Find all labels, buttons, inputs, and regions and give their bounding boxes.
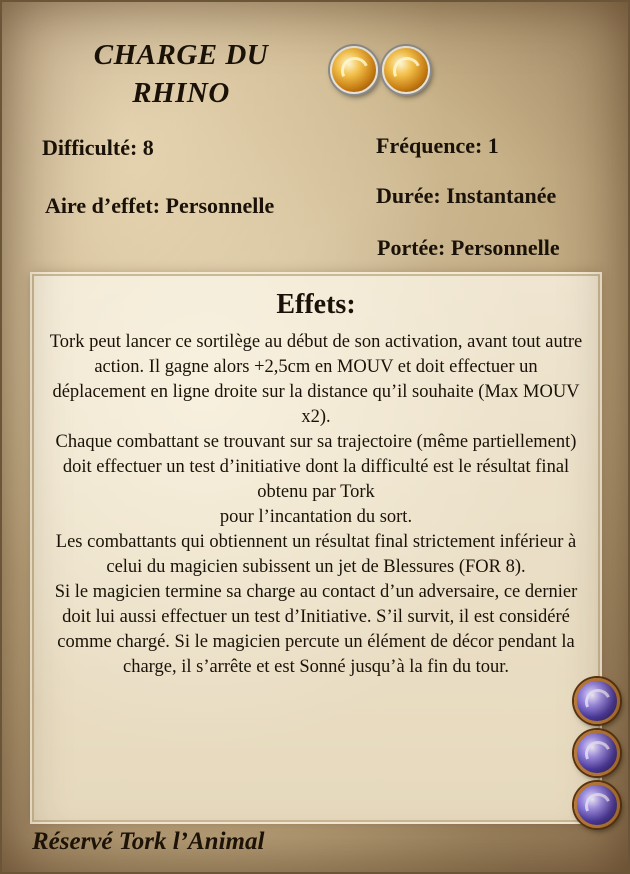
frequency-stat: Fréquence: 1 — [376, 133, 499, 158]
blue-orb-icon — [574, 678, 620, 724]
duration-stat: Durée: Instantanée — [376, 183, 557, 208]
spell-title-line-2: RHINO — [132, 77, 230, 109]
effect-paragraph: Chaque combattant se trouvant sur sa trajectoire (même partiellement) doit effectuer un test d’initiative dont la difficulté est le résultat final obtenu par Tork — [55, 432, 577, 502]
effect-paragraph: Si le magicien termine sa charge au contact d’un adversaire, ce dernier doit lui aussi effectuer un test d’Initiative. S’il survit, il est considéré comme chargé. Si le magicien percute un élément de décor pendant la charge, il s’arrête et est Sonné jusqu’à la fin du tour. — [54, 582, 578, 677]
effects-panel — [32, 274, 600, 822]
blue-orb-icon — [574, 730, 620, 776]
gold-orb-icon — [330, 46, 378, 94]
effect-paragraph: Les combattants qui obtiennent un résultat final strictement inférieur à celui du magicien subissent un jet de Blessures (FOR 8). — [55, 532, 577, 577]
effects-heading: Effets: — [276, 289, 356, 320]
blue-orb-icon — [574, 782, 620, 828]
spell-title-line-1: CHARGE DU — [93, 39, 269, 71]
gold-orb-icon — [382, 46, 430, 94]
spell-title — [62, 36, 300, 112]
effect-paragraph: Tork peut lancer ce sortilège au début de son activation, avant tout autre action. Il gagne alors +2,5cm en MOUV et doit effectuer un déplacement en ligne droite sur la distance qu’il souhaite (Max MOUV x2). — [49, 332, 583, 427]
range-stat: Portée: Personnelle — [377, 235, 560, 260]
difficulty-stat: Difficulté: 8 — [42, 135, 154, 160]
area-of-effect-stat: Aire d’effet: Personnelle — [45, 193, 275, 218]
effect-paragraph: pour l’incantation du sort. — [219, 507, 413, 527]
reserved-for-footer: Réservé Tork l’Animal — [32, 828, 265, 855]
effects-text — [48, 330, 584, 680]
